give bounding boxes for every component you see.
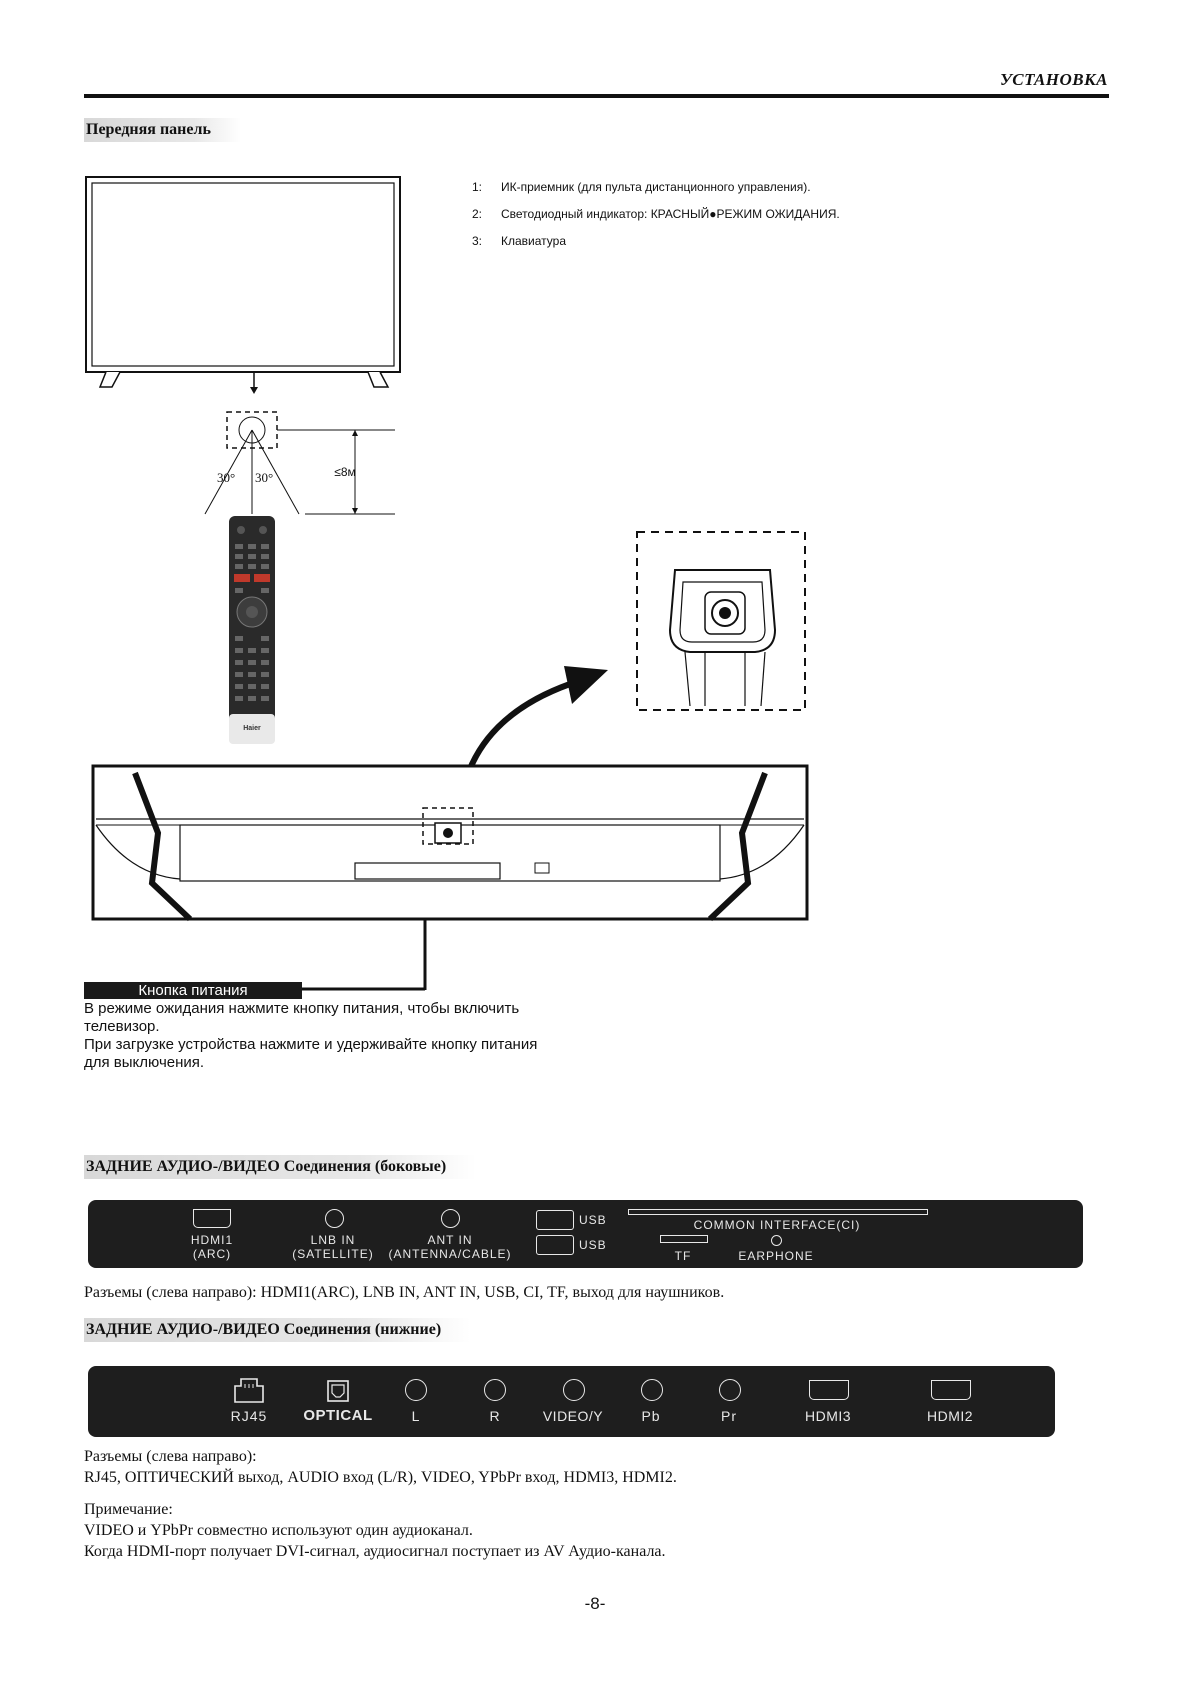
tv-bottom-illustration bbox=[90, 763, 810, 923]
video-label: VIDEO/Y bbox=[542, 1408, 604, 1424]
angle-left-label: 30° bbox=[217, 470, 236, 485]
side-connections-heading: ЗАДНИЕ АУДИО-/ВИДЕО Соединения (боковые) bbox=[84, 1155, 476, 1179]
audio-l-label: L bbox=[411, 1408, 421, 1424]
earphone-port-icon bbox=[771, 1235, 782, 1246]
audio-l-port-icon bbox=[405, 1379, 427, 1401]
power-desc-line: телевизор. bbox=[84, 1018, 160, 1035]
legend-item-1 bbox=[472, 180, 811, 194]
lnb-in-label: LNB IN (SATELLITE) bbox=[292, 1233, 374, 1261]
remote-brand-logo: Haier bbox=[243, 725, 261, 732]
pb-port-icon bbox=[641, 1379, 663, 1401]
note-title: Примечание: bbox=[84, 1501, 173, 1518]
legend-num: 2: bbox=[472, 207, 483, 221]
tv-stand-right bbox=[368, 372, 388, 387]
power-desc-line: для выключения. bbox=[84, 1054, 205, 1071]
pb-label: Pb bbox=[641, 1408, 661, 1424]
ci-slot-icon bbox=[628, 1209, 928, 1215]
distance-label: ≤8м bbox=[334, 465, 356, 479]
legend-text: ИК-приемник (для пульта дистанционного управления). bbox=[501, 180, 811, 194]
power-button-label: Кнопка питания bbox=[84, 982, 302, 999]
front-panel-heading: Передняя панель bbox=[84, 118, 241, 142]
hdmi2-port-icon bbox=[931, 1380, 971, 1400]
legend-item-3 bbox=[472, 234, 566, 248]
bottom-connections-panel bbox=[88, 1366, 1055, 1437]
tv-front-illustration bbox=[84, 175, 404, 395]
bottom-connections-heading: ЗАДНИЕ АУДИО-/ВИДЕО Соединения (нижние) bbox=[84, 1318, 471, 1342]
side-connections-caption: Разъемы (слева направо): HDMI1(ARC), LNB IN, ANT IN, USB, CI, TF, выход для наушников. bbox=[84, 1284, 725, 1301]
hdmi2-label: HDMI2 bbox=[926, 1408, 974, 1424]
optical-label: OPTICAL bbox=[303, 1407, 373, 1424]
section-title: УСТАНОВКА bbox=[999, 70, 1108, 89]
note-line: Когда HDMI-порт получает DVI-сигнал, аудиосигнал поступает из AV Аудио-канала. bbox=[84, 1543, 666, 1560]
power-desc-line: В режиме ожидания нажмите кнопку питания, чтобы включить bbox=[84, 1000, 520, 1017]
hdmi3-label: HDMI3 bbox=[804, 1408, 852, 1424]
hdmi3-port-icon bbox=[809, 1380, 849, 1400]
rj45-port-icon bbox=[232, 1376, 266, 1404]
audio-r-label: R bbox=[489, 1408, 501, 1424]
hdmi1-port-icon bbox=[193, 1209, 231, 1228]
page-number: -8- bbox=[584, 1594, 606, 1613]
remote-control-illustration bbox=[227, 514, 277, 746]
legend-text: Клавиатура bbox=[501, 234, 566, 248]
side-connections-panel bbox=[88, 1200, 1083, 1268]
keypad-detail-diagram bbox=[635, 530, 810, 715]
power-desc-line: При загрузке устройства нажмите и удерживайте кнопку питания bbox=[84, 1036, 538, 1053]
header-rule bbox=[84, 94, 1109, 98]
power-button-callout-line bbox=[300, 920, 430, 992]
tf-label: TF bbox=[674, 1249, 692, 1263]
rj45-label: RJ45 bbox=[230, 1408, 268, 1424]
power-button-description bbox=[84, 1000, 604, 1072]
earphone-label: EARPHONE bbox=[738, 1249, 814, 1263]
audio-r-port-icon bbox=[484, 1379, 506, 1401]
video-port-icon bbox=[563, 1379, 585, 1401]
ant-in-port-icon bbox=[441, 1209, 460, 1228]
usb2-port-icon bbox=[536, 1235, 574, 1255]
usb1-label: USB bbox=[579, 1213, 607, 1227]
usb1-port-icon bbox=[536, 1210, 574, 1230]
lnb-in-port-icon bbox=[325, 1209, 344, 1228]
ant-in-label: ANT IN (ANTENNA/CABLE) bbox=[388, 1233, 512, 1261]
hdmi1-label: HDMI1 (ARC) bbox=[190, 1233, 234, 1261]
ci-label: COMMON INTERFACE(CI) bbox=[693, 1218, 861, 1232]
caption-line: RJ45, ОПТИЧЕСКИЙ выход, AUDIO вход (L/R), VIDEO, YPbPr вход, HDMI3, HDMI2. bbox=[84, 1469, 677, 1486]
optical-port-icon bbox=[326, 1379, 350, 1403]
pr-label: Pr bbox=[721, 1408, 737, 1424]
tf-slot-icon bbox=[660, 1235, 708, 1243]
caption-line: Разъемы (слева направо): bbox=[84, 1448, 257, 1465]
legend-num: 1: bbox=[472, 180, 483, 194]
note-line: VIDEO и YPbPr совместно используют один аудиоканал. bbox=[84, 1522, 473, 1539]
bottom-connections-caption bbox=[84, 1446, 677, 1488]
legend-num: 3: bbox=[472, 234, 483, 248]
legend-text: Светодиодный индикатор: КРАСНЫЙ●РЕЖИМ ОЖИДАНИЯ. bbox=[501, 207, 840, 221]
ir-receiver-diagram bbox=[195, 400, 395, 520]
legend-item-2 bbox=[472, 207, 840, 221]
pr-port-icon bbox=[719, 1379, 741, 1401]
tv-stand-left bbox=[100, 372, 120, 387]
note-block bbox=[84, 1499, 666, 1562]
usb2-label: USB bbox=[579, 1238, 607, 1252]
angle-right-label: 30° bbox=[255, 470, 274, 485]
